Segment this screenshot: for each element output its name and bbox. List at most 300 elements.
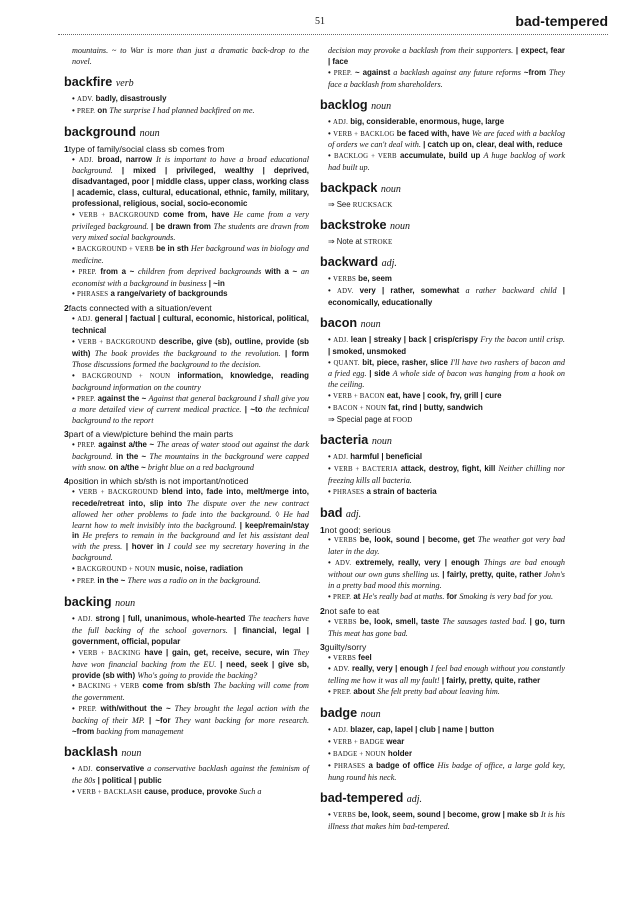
collocation-words: in the ~ (116, 452, 147, 462)
part-of-speech: noun (115, 597, 136, 609)
collocation-words: | hover in (125, 542, 164, 552)
example-text: Her background was in biology and medicine. (72, 243, 309, 265)
bullet-icon: • (328, 486, 331, 496)
collocation-label: VERBS (333, 618, 357, 626)
bullet-icon: • (328, 616, 331, 626)
collocation-line (64, 487, 309, 564)
collocation-line (64, 681, 309, 704)
collocation-label: PREP. (78, 706, 97, 714)
dictionary-entry (320, 181, 565, 211)
collocation-label: VERB + BACKGROUND (77, 339, 156, 347)
example-text: Things are bad enough without our own guns shelling us. (328, 558, 565, 580)
xref-target: STROKE (364, 238, 393, 247)
collocation-label: VERB + BACTERIA (333, 465, 398, 473)
collocation-words: | economically, educationally (328, 285, 565, 307)
collocation-label: ADV. (77, 95, 94, 103)
collocation-words: holder (387, 748, 413, 758)
bullet-icon: • (72, 613, 75, 623)
sense-number: 2 (320, 605, 325, 616)
collocation-line (64, 704, 309, 738)
example-text: an economist with a background in business (72, 266, 310, 288)
sense-definition: not good; serious (324, 524, 391, 535)
xref-text: Note at (336, 237, 362, 247)
collocation-label: VERB + BACKLOG (333, 130, 395, 138)
headword (64, 745, 309, 761)
collocation-label: PREP. (333, 689, 352, 697)
collocation-line (320, 452, 565, 464)
collocation-words: strong | full, unanimous, whole-hearted (95, 613, 246, 623)
collocation-label: PHRASES (333, 488, 365, 496)
collocation-line (64, 94, 309, 106)
header-rule (58, 34, 608, 35)
example-text: the technical background to the report (72, 405, 309, 426)
collocation-line (320, 391, 565, 403)
headword-text: bad-tempered (320, 790, 404, 805)
part-of-speech: noun (390, 221, 411, 233)
collocation-line (320, 403, 565, 415)
example-text: They brought the legal action with the backing of their MP. (72, 704, 309, 726)
collocation-words: harmful | beneficial (350, 451, 423, 461)
example-text: a conservative backlash against the feminism of the 80s (72, 763, 309, 785)
collocation-words: | fairly, pretty, quite, rather (442, 570, 542, 580)
collocation-label: VERB + BACKLASH (77, 788, 143, 796)
bullet-icon: • (328, 391, 331, 401)
collocation-words: badly, disastrously (95, 93, 167, 103)
collocation-label: ADJ. (77, 765, 93, 773)
dictionary-entry (320, 433, 565, 499)
collocation-words: | political | public (97, 775, 162, 785)
collocation-words: be, look, seem, sound | become, grow | make sb (358, 809, 539, 819)
dictionary-entry (320, 316, 565, 426)
example-text: He's really bad at maths. (362, 592, 445, 601)
bullet-icon: • (328, 737, 331, 747)
collocation-label: BACKING + VERB (78, 683, 140, 691)
collocation-label: PREP. (77, 107, 96, 115)
sense-number: 4 (64, 475, 69, 486)
collocation-label: PREP. (78, 268, 97, 276)
dictionary-entry (64, 595, 309, 738)
collocation-words: eat, have | cook, fry, grill | cure (386, 391, 502, 401)
example-text: a backlash against any future reforms (393, 67, 521, 77)
collocation-line (64, 267, 309, 290)
dictionary-entry (320, 98, 565, 175)
headword-text: backlash (64, 744, 118, 759)
collocation-label: BACKGROUND + NOUN (82, 372, 171, 380)
collocation-words: broad, narrow (97, 154, 152, 164)
collocation-words: really, very | enough (351, 664, 429, 674)
example-text: bright blue on a red background (147, 463, 254, 472)
part-of-speech: noun (371, 100, 392, 112)
collocation-label: ADJ. (77, 615, 93, 623)
collocation-words: a badge of office (368, 760, 435, 770)
dictionary-entry (320, 706, 565, 784)
page-number: 51 (315, 16, 325, 27)
example-text: She felt pretty bad about leaving him. (377, 687, 500, 697)
collocation-words: general | factual | cultural, economic, historical, political, technical (72, 314, 309, 336)
collocation-line (64, 337, 309, 371)
headword (320, 316, 565, 332)
example-text: His badge of office, a large gold key, hung round his neck. (328, 760, 566, 782)
example-text: a rather backward child (465, 285, 557, 295)
example-text: They have won financial backing from the EU. (72, 647, 309, 669)
example-text: I feel bad enough without you constantly telling me how it was all my fault! (328, 664, 565, 686)
example-text: I'll have two rashers of bacon and a fried egg. (328, 357, 565, 379)
collocation-words: feel (358, 652, 372, 662)
example-text: The sausages tasted bad. (442, 616, 527, 626)
part-of-speech: adj. (345, 508, 362, 520)
collocation-words: | ~for (148, 716, 171, 726)
collocation-line (64, 106, 309, 118)
collocation-line (320, 129, 565, 152)
collocation-line (64, 289, 309, 301)
collocation-words: against the ~ (97, 393, 147, 403)
bullet-icon: • (72, 337, 75, 347)
bullet-icon: • (72, 289, 75, 299)
collocation-line (64, 394, 309, 428)
example-text: Those discussions formed the background to the decision. (72, 359, 261, 369)
part-of-speech: verb (115, 77, 134, 89)
bullet-icon: • (72, 266, 75, 276)
collocation-label: VERB + BACKGROUND (78, 212, 160, 220)
sense-definition: not safe to eat (324, 605, 380, 616)
cross-reference[interactable] (320, 415, 565, 426)
cross-reference[interactable] (320, 200, 565, 211)
collocation-label: BACKGROUND + NOUN (77, 566, 156, 574)
collocation-label: BACON + NOUN (333, 405, 387, 413)
collocation-line (320, 487, 565, 499)
collocation-words: for (446, 592, 458, 601)
dictionary-entry (64, 745, 309, 799)
bullet-icon: • (72, 210, 75, 220)
collocation-line (320, 464, 565, 487)
sense-heading (320, 642, 565, 653)
arrow-icon: ⇒ (328, 237, 335, 247)
example-text: The dispute over the new contract allowed her other problems to fade into the background. ◊ He had learnt how to melt invisibly into the background. (72, 498, 309, 530)
collocation-line (320, 664, 565, 687)
collocation-words: | form (284, 348, 309, 358)
collocation-line (64, 244, 309, 267)
collocation-words: on (97, 105, 108, 115)
collocation-line (320, 653, 565, 665)
collocation-label: BADGE + NOUN (333, 750, 386, 758)
sense-number: 1 (64, 143, 69, 154)
collocation-label: VERB + BACON (333, 393, 385, 401)
collocation-label: PREP. (77, 442, 96, 450)
collocation-label: VERBS (333, 654, 356, 662)
bullet-icon: • (72, 93, 75, 103)
bullet-icon: • (328, 725, 331, 735)
dictionary-entry (320, 791, 565, 833)
dictionary-entry (64, 75, 309, 118)
part-of-speech: noun (121, 747, 142, 759)
xref-target: RUCKSACK (352, 201, 393, 210)
bullet-icon: • (72, 243, 75, 253)
collocation-label: ADV. (337, 287, 354, 295)
collocation-words: | ~in (208, 278, 225, 288)
sense-heading (320, 606, 565, 617)
collocation-line (64, 787, 309, 799)
collocation-line (320, 725, 565, 737)
sense-definition: guilty/sorry (324, 641, 367, 652)
collocation-words: ~from (72, 727, 95, 737)
collocation-words: attack, destroy, fight, kill (400, 463, 496, 473)
collocation-words: from a ~ (100, 266, 135, 276)
bullet-icon: • (328, 67, 331, 77)
collocation-words: fat, rind | butty, sandwich (388, 403, 483, 413)
headword-text: backfire (64, 74, 113, 89)
part-of-speech: adj. (381, 257, 397, 269)
bullet-icon: • (72, 647, 75, 657)
collocation-words: with/without the ~ (100, 704, 171, 714)
collocation-words: | ~to (244, 405, 263, 415)
example-text: Fry the bacon until crisp. (480, 334, 565, 344)
collocation-line (64, 764, 309, 787)
example-text: They want backing for more research. (174, 716, 309, 726)
collocation-words: | fairly, pretty, quite, rather (441, 676, 541, 686)
collocation-label: QUANT. (333, 359, 360, 367)
bullet-icon: • (328, 760, 331, 770)
headword-text: badge (320, 706, 358, 721)
bullet-icon: • (328, 664, 331, 674)
headword (64, 595, 309, 611)
collocation-words: on a/the ~ (108, 463, 146, 472)
dictionary-entry (320, 506, 565, 700)
headword (320, 506, 565, 522)
running-head: bad-tempered (515, 13, 608, 29)
headword-text: bacon (320, 315, 358, 330)
collocation-words: in the ~ (97, 576, 126, 586)
bullet-icon: • (328, 592, 331, 601)
collocation-words: lean | streaky | back | crisp/crispy (350, 334, 478, 344)
headword-text: backlog (320, 97, 368, 112)
bullet-icon: • (328, 285, 331, 295)
collocation-line (64, 648, 309, 682)
example-text: I could see my secretary hovering in the background. (72, 542, 309, 563)
collocation-line (64, 576, 309, 588)
headword-text: background (64, 124, 137, 139)
headword-text: backpack (320, 181, 378, 196)
sense-heading (64, 429, 309, 440)
arrow-icon: ⇒ (328, 415, 335, 425)
headword (320, 706, 565, 722)
bullet-icon: • (328, 334, 331, 344)
bullet-icon: • (328, 809, 331, 819)
collocation-line (320, 535, 565, 558)
sense-number: 3 (320, 641, 325, 652)
bullet-icon: • (328, 357, 331, 367)
headword (320, 98, 565, 114)
collocation-words: ~from (523, 67, 547, 77)
collocation-line (320, 117, 565, 129)
collocation-label: PHRASES (334, 762, 366, 770)
bullet-icon: • (72, 763, 75, 773)
sense-number: 1 (320, 524, 325, 535)
part-of-speech: noun (360, 318, 381, 330)
dictionary-entry (64, 125, 309, 588)
collocation-words: against a/the ~ (98, 440, 155, 450)
left-column (64, 46, 309, 799)
example-text: decision may provoke a backlash from their supporters. (328, 46, 514, 55)
collocation-words: | expect, fear | face (328, 46, 565, 66)
headword (320, 433, 565, 449)
collocation-label: ADJ. (333, 453, 348, 461)
collocation-words: | side (369, 369, 390, 379)
bullet-icon: • (72, 440, 75, 450)
example-text: The students are drawn from very mixed social backgrounds. (72, 221, 310, 242)
collocation-words: a strain of bacteria (366, 486, 437, 496)
headword (320, 255, 565, 271)
collocation-label: BACKGROUND + VERB (77, 245, 154, 253)
collocation-label: ADJ. (333, 336, 349, 344)
headword-text: backstroke (320, 218, 387, 233)
collocation-words: | mixed | privileged, wealthy | deprived, disadvantaged, poor | middle class, upper class, working class | academic, class, cultural, educational, ethnic, family, military, professional, religious, social, socio-economic (72, 166, 309, 209)
collocation-line (320, 687, 565, 699)
collocation-line (320, 358, 565, 392)
collocation-line (320, 761, 565, 784)
bullet-icon: • (72, 105, 75, 115)
sense-definition: facts connected with a situation/event (68, 303, 212, 314)
collocation-words: wear (386, 737, 405, 747)
bullet-icon: • (328, 403, 331, 413)
sense-heading (64, 303, 309, 314)
sense-heading (64, 144, 309, 155)
collocation-line (64, 371, 309, 394)
collocation-label: PREP. (77, 578, 96, 586)
continued-entry (64, 46, 309, 68)
collocation-line (320, 46, 565, 68)
example-text: Against that general background I shall give you a more detailed view of current medical practice. (72, 393, 309, 415)
collocation-label: ADJ. (78, 156, 94, 164)
collocation-words: | financial, legal | government, official, popular (72, 625, 309, 646)
collocation-words: very | rather, somewhat (359, 285, 460, 295)
collocation-line (64, 46, 309, 68)
bullet-icon: • (328, 558, 331, 568)
example-text: They face a backlash from shareholders. (328, 67, 565, 89)
collocation-words: about (353, 687, 375, 697)
bullet-icon: • (328, 463, 331, 473)
example-text: mountains. ~ to War is more than just a dramatic back-drop to the novel. (72, 46, 309, 66)
headword (64, 75, 309, 91)
sense-definition: part of a view/picture behind the main parts (68, 429, 234, 440)
sense-heading (64, 476, 309, 487)
collocation-line (320, 810, 565, 833)
headword-text: bad (320, 505, 343, 520)
collocation-words: come from, have (163, 210, 230, 220)
example-text: It is important to have a broad educational background. (72, 154, 309, 176)
bullet-icon: • (72, 681, 75, 691)
collocation-line (320, 151, 565, 174)
collocation-words: | smoked, unsmoked (328, 346, 407, 356)
collocation-label: PHRASES (77, 291, 109, 299)
collocation-words: | need, seek | give sb, provide (sb with) (72, 659, 309, 680)
example-text: Neither chilling nor freezing kills all bacteria. (328, 463, 566, 485)
example-text: A whole side of bacon was hanging from a hook on the ceiling. (328, 369, 565, 390)
bullet-icon: • (72, 393, 75, 403)
bullet-icon: • (72, 486, 75, 496)
headword (64, 125, 309, 141)
dictionary-entry (320, 255, 565, 309)
part-of-speech: noun (380, 184, 401, 196)
example-text: He prefers to remain in the background and let his assistant deal with the press. (72, 531, 309, 552)
collocation-line (64, 210, 309, 244)
example-text: The backing will come from the government. (72, 681, 309, 703)
example-text: He came from a very privileged background. (72, 210, 310, 231)
collocation-label: VERBS (333, 811, 356, 819)
bullet-icon: • (72, 154, 75, 164)
collocation-words: music, noise, radiation (157, 564, 243, 574)
bullet-icon: • (72, 314, 75, 324)
collocation-words: at (353, 592, 361, 601)
example-text: This meat has gone bad. (328, 628, 408, 638)
collocation-words: blend into, fade into, melt/merge into, recede/retreat into, slip into (72, 486, 309, 508)
collocation-line (320, 617, 565, 640)
bullet-icon: • (328, 451, 331, 461)
collocation-words: | go, turn (529, 616, 565, 626)
cross-reference[interactable] (320, 237, 565, 248)
bullet-icon: • (328, 151, 331, 161)
part-of-speech: adj. (406, 793, 423, 805)
collocation-words: blazer, cap, lapel | club | name | button (350, 725, 495, 735)
example-text: The teachers have the full backing of the school governors. (72, 613, 309, 635)
collocation-label: VERB + BACKGROUND (78, 488, 158, 496)
example-text: The surprise I had planned backfired on me. (109, 105, 255, 115)
collocation-label: ADV. (334, 560, 352, 568)
collocation-words: accumulate, build up (399, 151, 481, 161)
collocation-label: VERB + BADGE (333, 739, 385, 747)
collocation-line (320, 286, 565, 309)
xref-target: FOOD (392, 416, 413, 425)
bullet-icon: • (328, 535, 331, 545)
collocation-words: be, look, smell, taste (359, 616, 440, 626)
example-text: The book provides the background to the revolution. (94, 348, 281, 358)
collocation-line (320, 592, 565, 604)
sense-heading (320, 525, 565, 536)
sense-number: 3 (64, 429, 69, 440)
collocation-label: ADJ. (333, 118, 348, 126)
bullet-icon: • (328, 687, 331, 697)
collocation-words: information, knowledge, reading (177, 370, 309, 380)
sense-definition: position in which sb/sth is not important/noticed (68, 475, 249, 486)
example-text: The mountains in the background were capped with snow. (72, 452, 309, 472)
collocation-line (64, 155, 309, 211)
xref-text: Special page at (336, 415, 391, 425)
collocation-label: ADJ. (333, 727, 348, 735)
collocation-line (320, 335, 565, 358)
example-text: Smoking is very bad for you. (459, 592, 554, 601)
headword (320, 218, 565, 234)
example-text: The areas of water stood out against the dark background. (72, 440, 310, 462)
bullet-icon: • (328, 116, 331, 126)
collocation-line (64, 440, 309, 474)
collocation-words: ~ against (354, 67, 391, 77)
bullet-icon: • (72, 704, 75, 714)
bullet-icon: • (328, 128, 331, 138)
collocation-line (320, 558, 565, 592)
collocation-words: | catch up on, clear, deal with, reduce (423, 140, 563, 150)
collocation-words: have | gain, get, receive, secure, win (144, 647, 290, 657)
collocation-label: BACKLOG + VERB (333, 153, 397, 161)
headword (320, 791, 565, 807)
example-text: We are faced with a backlog of orders we can't deal with. (328, 128, 566, 150)
collocation-label: VERB + BACKING (78, 649, 141, 657)
example-text: Who's going to provide the backing? (137, 670, 258, 680)
example-text: background information on the country (72, 382, 201, 392)
collocation-line (64, 614, 309, 648)
bullet-icon: • (72, 370, 75, 380)
collocation-label: VERBS (333, 537, 357, 545)
example-text: The weather got very bad later in the day. (328, 535, 566, 557)
right-column (320, 46, 565, 833)
